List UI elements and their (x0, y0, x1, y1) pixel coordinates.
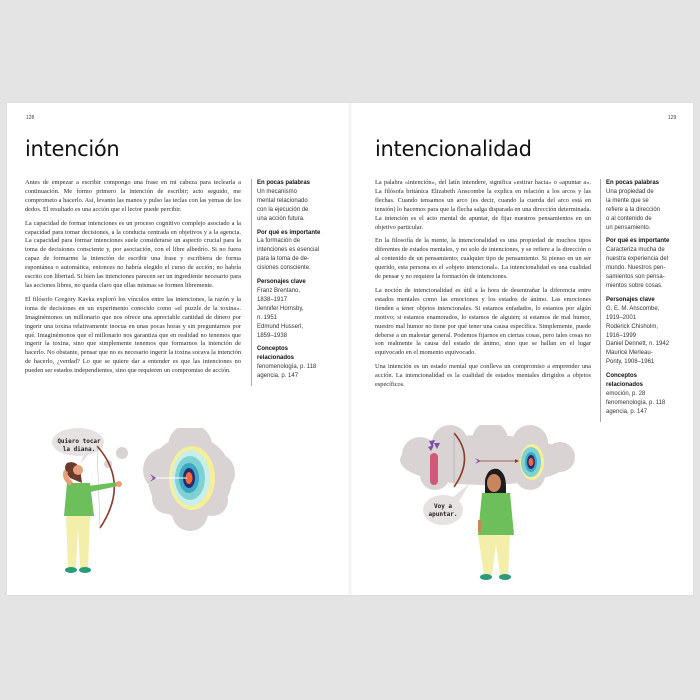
thinking-person-illustration (390, 425, 590, 585)
paragraph: En la filosofía de la mente, la intencionalidad es una propiedad de muchos tipos diferentes de estados mentales, y no solo de intenciones, y se refiere a la dirección o al contenido de un pensamiento; cualquier tipo de pensamiento. Si pienso en un ser querido, esta persona es el «objeto intencional». La intencionalidad es una cualidad de pensar y no requiere la formación de intenciones. (375, 237, 591, 281)
speech-line: Voy a (433, 503, 453, 510)
sidebar-left (251, 179, 337, 386)
heading-line: relacionados (606, 382, 644, 389)
sidebar-line: 1916–1999 (606, 332, 637, 339)
paragraph: La noción de intencionalidad es útil a la hora de desentrañar la diferencia entre estados mentales como las emociones y los estados de ánimo. Las emociones tienden a tener objetos intencionales. Si estamos enfadados, lo estamos por algún motivo; si estamos enamorados, lo estamos de alguien; si estamos de mal humor, nuestro mal humor no tiene por qué tener una causa específica. Simplemente, puede deberse a un malestar general. Podemos fijarnos en ciertas cosas, pero tales cosas no son realmente la causa del estado de ánimo, sino que se hallan en el lugar equivocado en el momento equivocado. (375, 286, 591, 357)
sidebar-line: nuestra experiencia del (606, 256, 669, 263)
page-title-intencionalidad: intencionalidad (375, 137, 532, 161)
speech-line: Quiero tocar (57, 438, 101, 445)
paragraph: Antes de empezar a escribir compongo una frase en mi cabeza para teclearla a continuación. Me formo primero la intención de escribir; acto seguido, me comprometo a hacerlo. Así, levanto las manos y pulso las teclas con las yemas de los dedos. El resultado es una acción que el lector puede percibir. (25, 179, 241, 213)
sidebar-line: G. E. M. Anscombe, (606, 305, 660, 312)
page-number-left: 128 (26, 115, 35, 121)
speech-bubble-text (423, 503, 463, 519)
why-important-section (257, 229, 337, 274)
key-people-section (606, 296, 686, 367)
sidebar-line: una acción futura. (257, 215, 305, 222)
sidebar-line: 1838–1917 (257, 296, 288, 303)
sidebar-right (600, 179, 686, 422)
concept-link: emoción, p. 28 (606, 390, 646, 397)
in-brief-section (257, 179, 337, 224)
sidebar-line: un pensamiento. (606, 224, 651, 231)
sidebar-line: Caracteriza mucha de (606, 247, 665, 254)
sidebar-line: o al contenido de (606, 215, 652, 222)
in-brief-heading: En pocas palabras (606, 180, 660, 186)
book-spread (7, 103, 693, 595)
sidebar-line: Ponty, 1908–1961 (606, 359, 655, 366)
why-important-heading: Por qué es importante (257, 229, 321, 236)
in-brief-section (606, 179, 686, 232)
sidebar-line: mundo. Nuestros pen- (606, 265, 666, 272)
sidebar-line: Jennifer Hornsby, (257, 305, 304, 312)
key-people-section (257, 278, 337, 340)
key-people-heading: Personajes clave (257, 279, 306, 286)
sidebar-line: con la ejecución de (257, 206, 309, 213)
concept-link: fenomenología, p. 118 (257, 364, 317, 371)
related-concepts-section (606, 372, 686, 417)
why-important-heading: Por qué es importante (606, 238, 670, 245)
sidebar-line: mientos sobre cosas. (606, 282, 663, 289)
paragraph: La capacidad de formar intenciones es un proceso cognitivo complejo asociado a la capacidad para tomar decisiones, a la conducta centrada en objetivos y a la agencia. La capacidad para formar intenciones suele considerarse un aspecto crucial para la toma de decisiones consciente y, por asociación, con el libre albedrío. Si no fuera capaz de formarme la intención de escribir una frase y escribiera de forma espontánea o automática, entonces no habría elegido el curso de acción; no habría escrito con libertad. Si bien las intenciones parecen ser un ingrediente necesario para las acciones libres, no queda claro que ellas mismas se formen libremente. (25, 219, 241, 289)
sidebar-line: Roderick Chisholm, (606, 323, 659, 330)
sidebar-line: Una propiedad de (606, 188, 654, 195)
related-concepts-heading (606, 372, 686, 390)
sidebar-line: n. 1951 (257, 314, 278, 321)
speech-line: apuntar. (428, 511, 458, 518)
sidebar-line: refiere a la dirección (606, 206, 661, 213)
heading-line: relacionados (257, 355, 295, 362)
paragraph: Una intención es un estado mental que conlleva un compromiso a emprender una acción. La intencionalidad es la cualidad de estados mentales dirigidos a objetos específicos. (375, 363, 591, 389)
speech-line: la diana. (62, 446, 96, 453)
body-text-right (375, 179, 591, 395)
target-icon (520, 444, 544, 480)
concept-link: agencia, p. 147 (257, 373, 299, 380)
sidebar-line: la mente que se (606, 197, 649, 204)
page-number-right: 129 (668, 115, 677, 121)
sidebar-line: Daniel Dennett, n. 1942 (606, 341, 670, 348)
speech-bubble-text (54, 438, 104, 454)
sidebar-line: 1859–1938 (257, 332, 288, 339)
why-important-section (606, 237, 686, 290)
sidebar-line: para la toma de de- (257, 256, 310, 263)
concept-link: agencia, p. 147 (606, 408, 648, 415)
related-concepts-section (257, 345, 337, 381)
sidebar-line: Un mecanismo (257, 188, 298, 195)
left-page (7, 103, 350, 595)
sidebar-line: 1919–2001 (606, 314, 637, 321)
heading-line: Conceptos (606, 373, 638, 380)
page-title-intencion: intención (25, 137, 120, 161)
related-concepts-heading (257, 345, 337, 363)
in-brief-heading: En pocas palabras (257, 180, 311, 186)
sidebar-line: Edmund Husserl, (257, 323, 304, 330)
sidebar-line: cisiones consciente. (257, 265, 311, 272)
right-page (350, 103, 693, 595)
paragraph: La palabra «intención», del latín intendere, significa «estirar hacia» o «apuntar a». La filósofa británica Elizabeth Anscombe la explica en relación a los arcos y las flechas. Cuando tensamos un arco (es decir, cuando la cuerda del arco está en tensión) lo hacemos para que la flecha salga disparada en una dirección determinada. La intención es el acto mental de apuntar, de fijar nuestros pensamientos en un objetivo particular. (375, 179, 591, 231)
sidebar-line: Maurice Merleau- (606, 350, 653, 357)
concept-link: fenomenología, p. 118 (606, 399, 666, 406)
thinking-figure (478, 469, 514, 580)
body-text-left (25, 179, 241, 381)
sidebar-line: Franz Brentano, (257, 287, 301, 294)
sidebar-line: samientos son pensa- (606, 274, 665, 281)
sidebar-line: La formación de (257, 238, 301, 245)
heading-line: Conceptos (257, 346, 289, 353)
key-people-heading: Personajes clave (606, 296, 655, 303)
sidebar-line: mental relacionado (257, 197, 308, 204)
sidebar-line: intenciones es esencial (257, 247, 320, 254)
paragraph: El filósofo Gregory Kavka exploró los vínculos entre las intenciones, la razón y la toma de decisiones en un experimento conocido como «el puzzle de la toxina». Imaginémonos un millonario que nos ofrece una apreciable cantidad de dinero por ingerir una toxina relativamente inocua en unas pocas horas y sin preguntarnos por qué. Imaginémonos que el millonario nos garantiza que en realidad no tenemos que ingerir la toxina, sino que simplemente tenemos que formarnos la intención de hacerlo. No obstante, pensar que no es necesario ingerir la toxina socava la intención de hacerlo, ¿verdad? Lo que se quiere dar a entender es que las intenciones no pueden ser estados independientes, sino que requieren un compromiso de acción. (25, 295, 241, 375)
